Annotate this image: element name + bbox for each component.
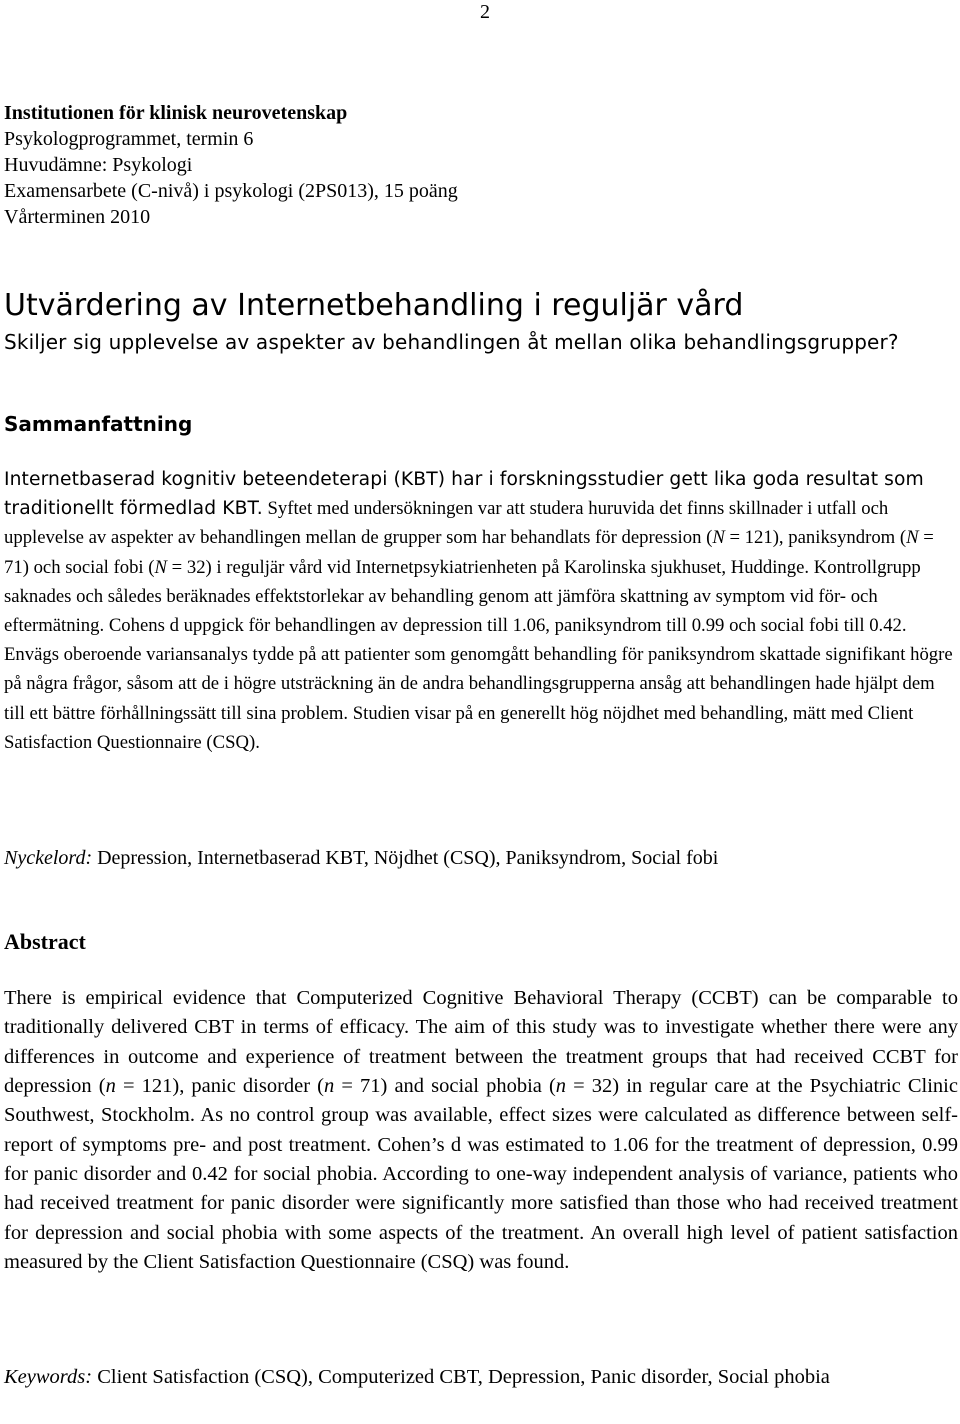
thesis-header [4,100,458,230]
sammanfattning-text [4,498,953,753]
page-subtitle: Skiljer sig upplevelse av aspekter av behandlingen åt mellan olika behandlingsgrupper? [4,330,899,354]
n-symbol: n [324,1075,335,1098]
sammanfattning-text-g: Envägs oberoende variansanalys tydde på att patienter som genomgått behandling för paniksyndrom skattade signifikant högre på några frågor, såsom att de i högre utsträckning än de andra behandlingsgrupperna ansåg att behandlingen hade hjälpt dem till ett bättre förhållningssätt till sina problem. [4,644,953,724]
term-label: Vårterminen 2010 [4,206,151,228]
sammanfattning-text-b: = 121), paniksyndrom ( [724,527,907,549]
page-title: Utvärdering av Internetbehandling i reguljär vård [4,288,744,323]
n-symbol: n [105,1075,116,1098]
sammanfattning-text-a: Syftet med undersökningen var att studera huruvida det finns skillnader i utfall och upplevelse av aspekter av behandlingen mellan de grupper som har behandlats för depression ( [4,498,889,549]
page-number: 2 [480,1,490,23]
keywords-english [4,1362,956,1392]
keywords-swedish [4,843,956,873]
keywords-en-label: Keywords: [4,1366,93,1388]
n-symbol: N [906,527,919,549]
sammanfattning-text-f: Cohens d uppgick för behandlingen av depression till 1.06, paniksyndrom till 0.99 och social fobi till 0.42. [108,615,907,637]
sammanfattning-text-d: = 32) i reguljär vård vid Internetpsykiatrienheten på Karolinska sjukhuset, Huddinge. [166,556,810,578]
main-subject: Huvudämne: Psykologi [4,154,193,176]
abstract-text-c: = 71) and social phobia ( [334,1075,556,1098]
document-page [4,0,956,1424]
keywords-sv-label: Nyckelord: [4,847,93,869]
sammanfattning-text-e: Kontrollgrupp saknades och således beräknades effektstorlekar av behandling genom att jämföra skattning av symptom vid för- och eftermätning. [4,556,921,637]
program-name: Psykologprogrammet, termin 6 [4,128,254,150]
keywords-sv-list: Depression, Internetbaserad KBT, Nöjdhet (CSQ), Paniksyndrom, Social fobi [97,847,719,869]
abstract-heading: Abstract [4,929,86,954]
keywords-en-list: Client Satisfaction (CSQ), Computerized CBT, Depression, Panic disorder, Social phobia [97,1366,830,1388]
abstract-body [4,984,958,1277]
sammanfattning-heading: Sammanfattning [4,412,193,436]
institution-name: Institutionen för klinisk neurovetenskap [4,102,348,124]
sammanfattning-text-h: Studien visar på en generellt hög nöjdhet med behandling, mätt med Client Satisfaction Questionnaire (CSQ). [4,702,914,753]
thesis-course: Examensarbete (C-nivå) i psykologi (2PS013), 15 poäng [4,180,458,202]
n-symbol: N [154,556,167,578]
n-symbol: N [712,527,725,549]
sammanfattning-intro: Internetbaserad kognitiv beteendeterapi (KBT) har i forskningsstudier gett lika goda resultat som traditionellt förmedlad KBT. [4,469,924,520]
sammanfattning-body [4,465,956,757]
abstract-text-d: = 32) in regular care at the Psychiatric Clinic Southwest, Stockholm. As no control group was available, effect sizes were calculated as difference between self-report of symptoms pre- and post treatment. Cohen’s d was estimated to 1.06 for the treatment of depression, 0.99 for panic disorder and 0.42 for social phobia. According to one-way independent analysis of variance, patients who had received treatment for panic disorder were significantly more satisfied than those who had received treatment for depression and social phobia with some aspects of the treatment. An overall high level of patient satisfaction measured by the Client Satisfaction Questionnaire (CSQ) was found. [4,1075,958,1274]
title-block [4,288,899,356]
abstract-text-b: = 121), panic disorder ( [115,1075,325,1098]
abstract-text-a: There is empirical evidence that Computerized Cognitive Behavioral Therapy (CCBT) can be comparable to traditionally delivered CBT in terms of efficacy. The aim of this study was to investigate whether there were any differences in outcome and experience of treatment between the treatment groups that had received CCBT for depression ( [4,987,958,1098]
sammanfattning-text-c: = 71) och social fobi ( [4,527,934,578]
n-symbol: n [555,1075,567,1098]
